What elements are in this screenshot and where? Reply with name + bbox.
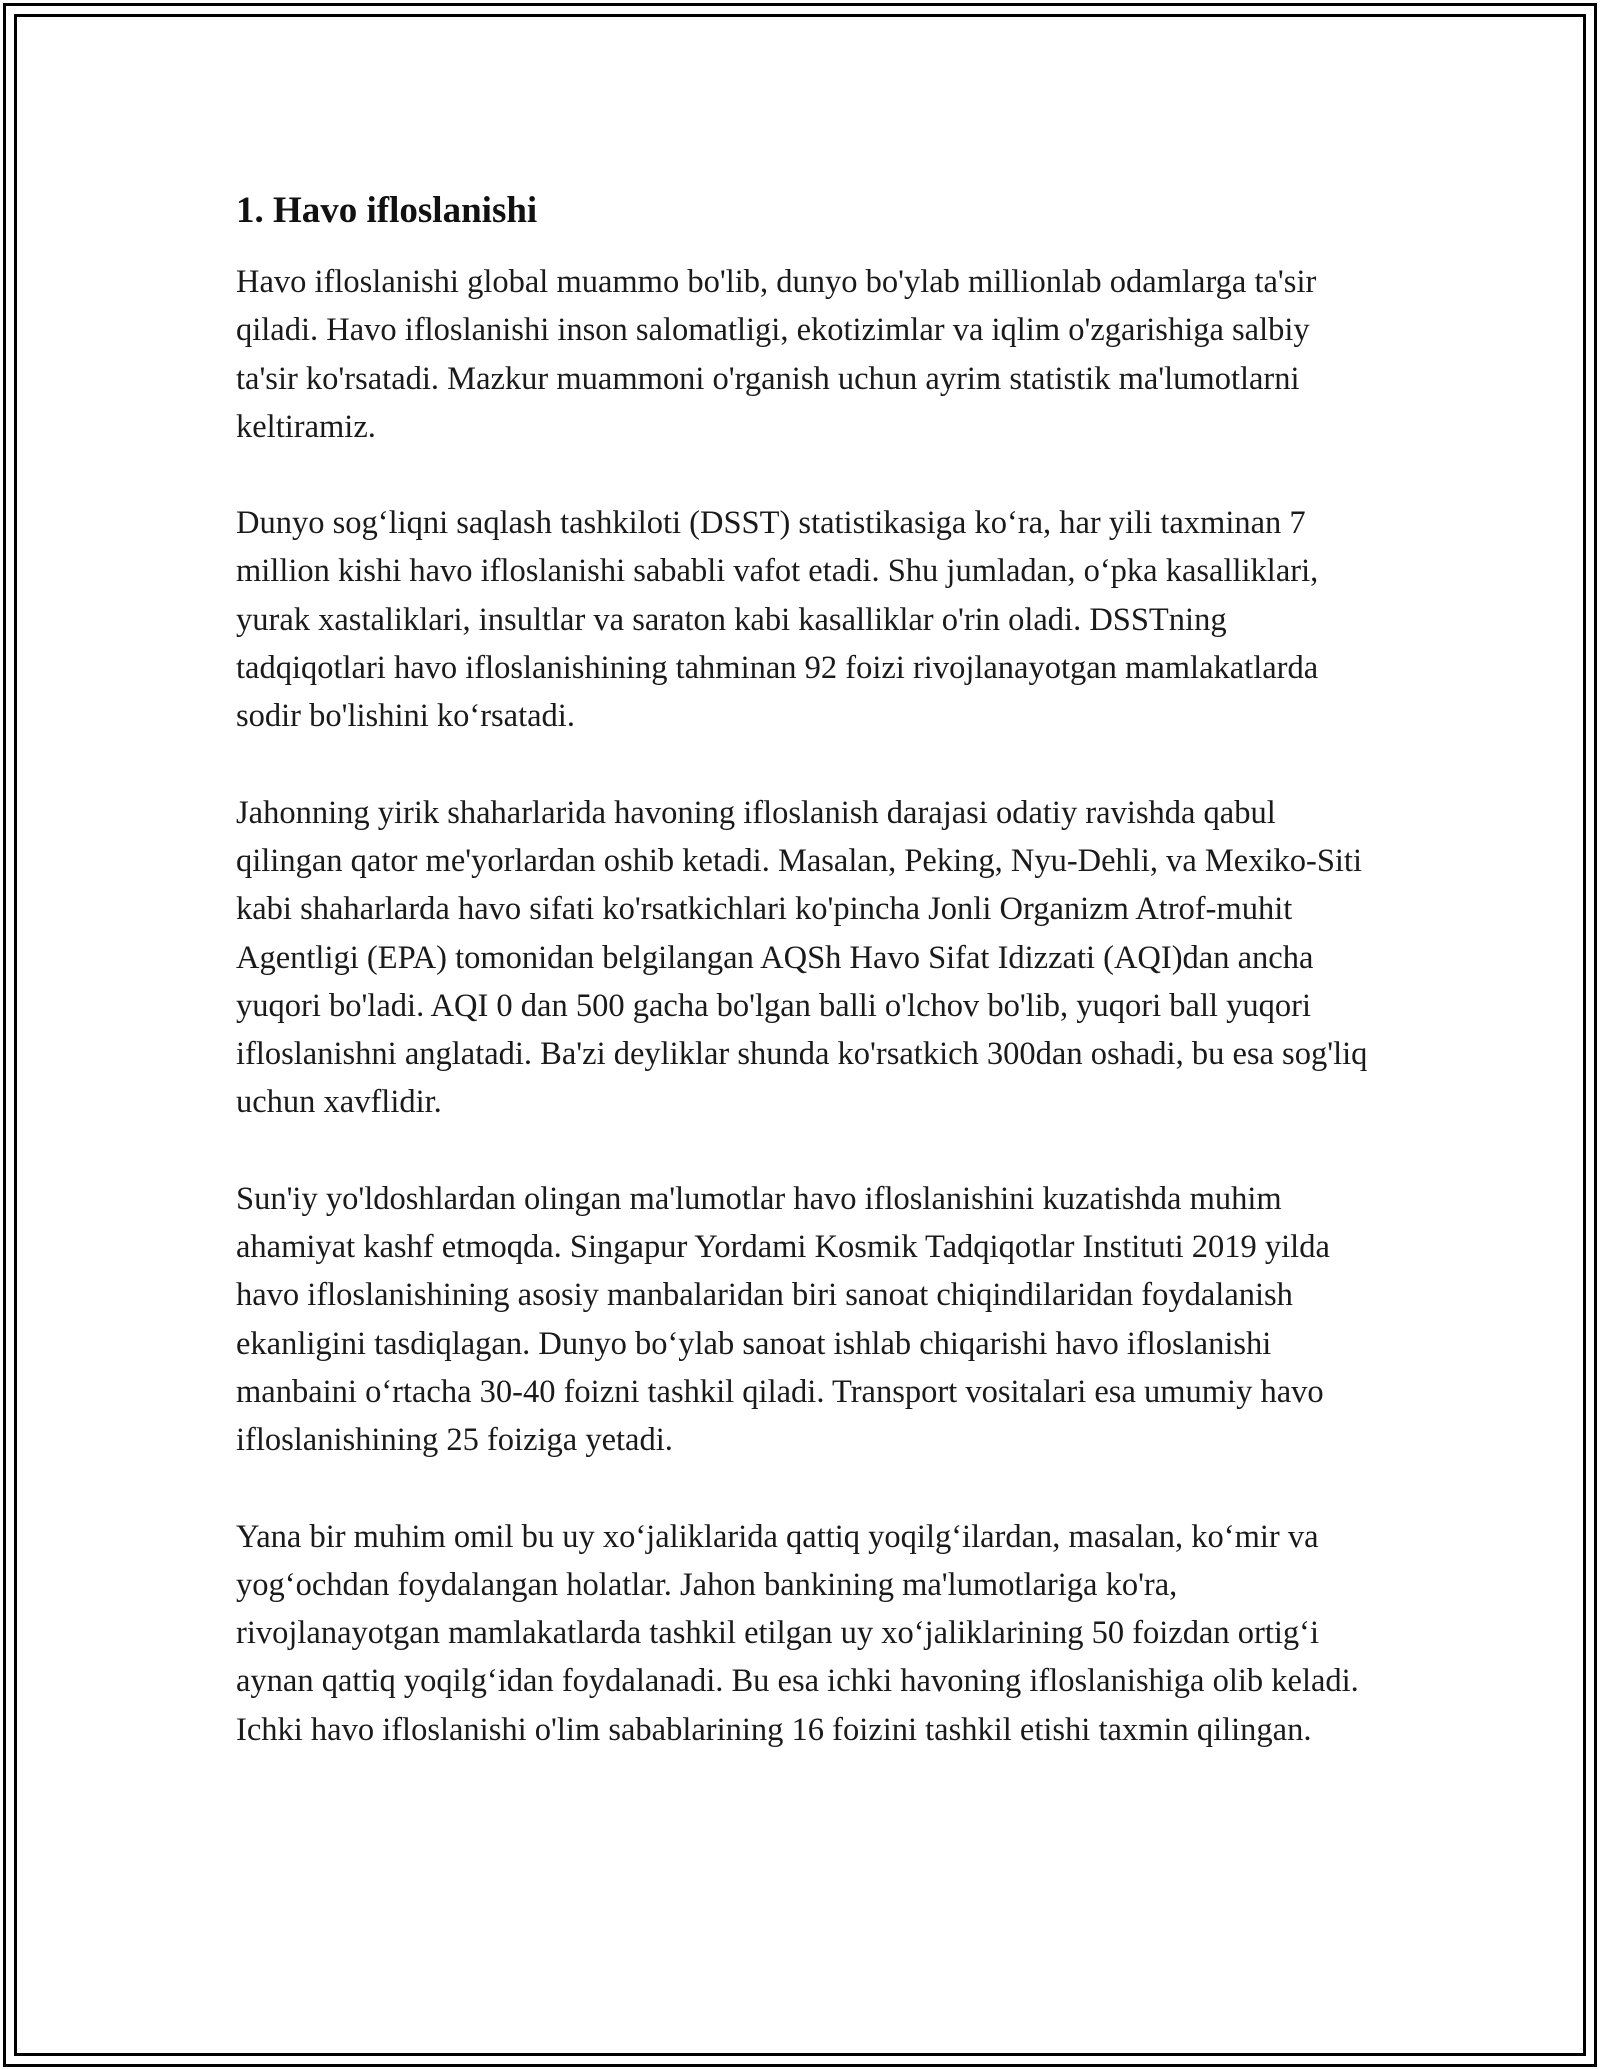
document-body <box>236 186 1376 1754</box>
paragraph-city-pollution: Jahonning yirik shaharlarida havoning ifloslanish darajasi odatiy ravishda qabul qilingan qator me'yorlardan oshib ketadi. Masalan, Peking, Nyu-Dehli, va Mexiko-Siti kabi shaharlarda havo sifati ko'rsatkichlari ko'pincha Jonli Organizm Atrof-muhit Agentligi (EPA) tomonidan belgilangan AQSh Havo Sifat Idizzati (AQI)dan ancha yuqori bo'ladi. AQI 0 dan 500 gacha bo'lgan balli o'lchov bo'lib, yuqori ball yuqori ifloslanishni anglatadi. Ba'zi deyliklar shunda ko'rsatkich 300dan oshadi, bu esa sog'liq uchun xavflidir. <box>236 794 1368 1121</box>
paragraph-who-statistics: Dunyo sog‘liqni saqlash tashkiloti (DSST) statistikasiga ko‘ra, har yili taxminan 7 million kishi havo ifloslanishi sababli vafot etadi. Shu jumladan, o‘pka kasalliklari, yurak xastaliklari, insultlar va saraton kabi kasalliklar o'rin oladi. DSSTning tadqiqotlari havo ifloslanishining tahminan 92 foizi rivojlanayotgan mamlakatlarda sodir bo'lishini ko‘rsatadi. <box>236 505 1319 735</box>
paragraph-intro: Havo ifloslanishi global muammo bo'lib, dunyo bo'ylab millionlab odamlarga ta'sir qiladi. Havo ifloslanishi inson salomatligi, ekotizimlar va iqlim o'zgarishiga salbiy ta'sir ko'rsatadi. Mazkur muammoni o'rganish uchun ayrim statistik ma'lumotlarni keltiramiz. <box>236 264 1317 445</box>
paragraph-satellite-data: Sun'iy yo'ldoshlardan olingan ma'lumotlar havo ifloslanishini kuzatishda muhim ahamiyat kashf etmoqda. Singapur Yordami Kosmik Tadqiqotlar Instituti 2019 yilda havo ifloslanishining asosiy manbalaridan biri sanoat chiqindilaridan foydalanish ekanligini tasdiqlagan. Dunyo bo‘ylab sanoat ishlab chiqarishi havo ifloslanishi manbaini o‘rtacha 30-40 foizni tashkil qiladi. Transport vositalari esa umumiy havo ifloslanishining 25 foiziga yetadi. <box>236 1180 1330 1459</box>
section-heading: 1. Havo ifloslanishi <box>236 190 538 231</box>
paragraph-household-fuel: Yana bir muhim omil bu uy xo‘jaliklarida qattiq yoqilg‘ilardan, masalan, ko‘mir va yog‘ochdan foydalangan holatlar. Jahon bankining ma'lumotlariga ko'ra, rivojlanayotgan mamlakatlarda tashkil etilgan uy xo‘jaliklarining 50 foizdan ortig‘i aynan qattiq yoqilg‘idan foydalanadi. Bu esa ichki havoning ifloslanishiga olib keladi. Ichki havo ifloslanishi o'lim sabablarining 16 foizini tashkil etishi taxmin qilingan. <box>236 1518 1359 1748</box>
